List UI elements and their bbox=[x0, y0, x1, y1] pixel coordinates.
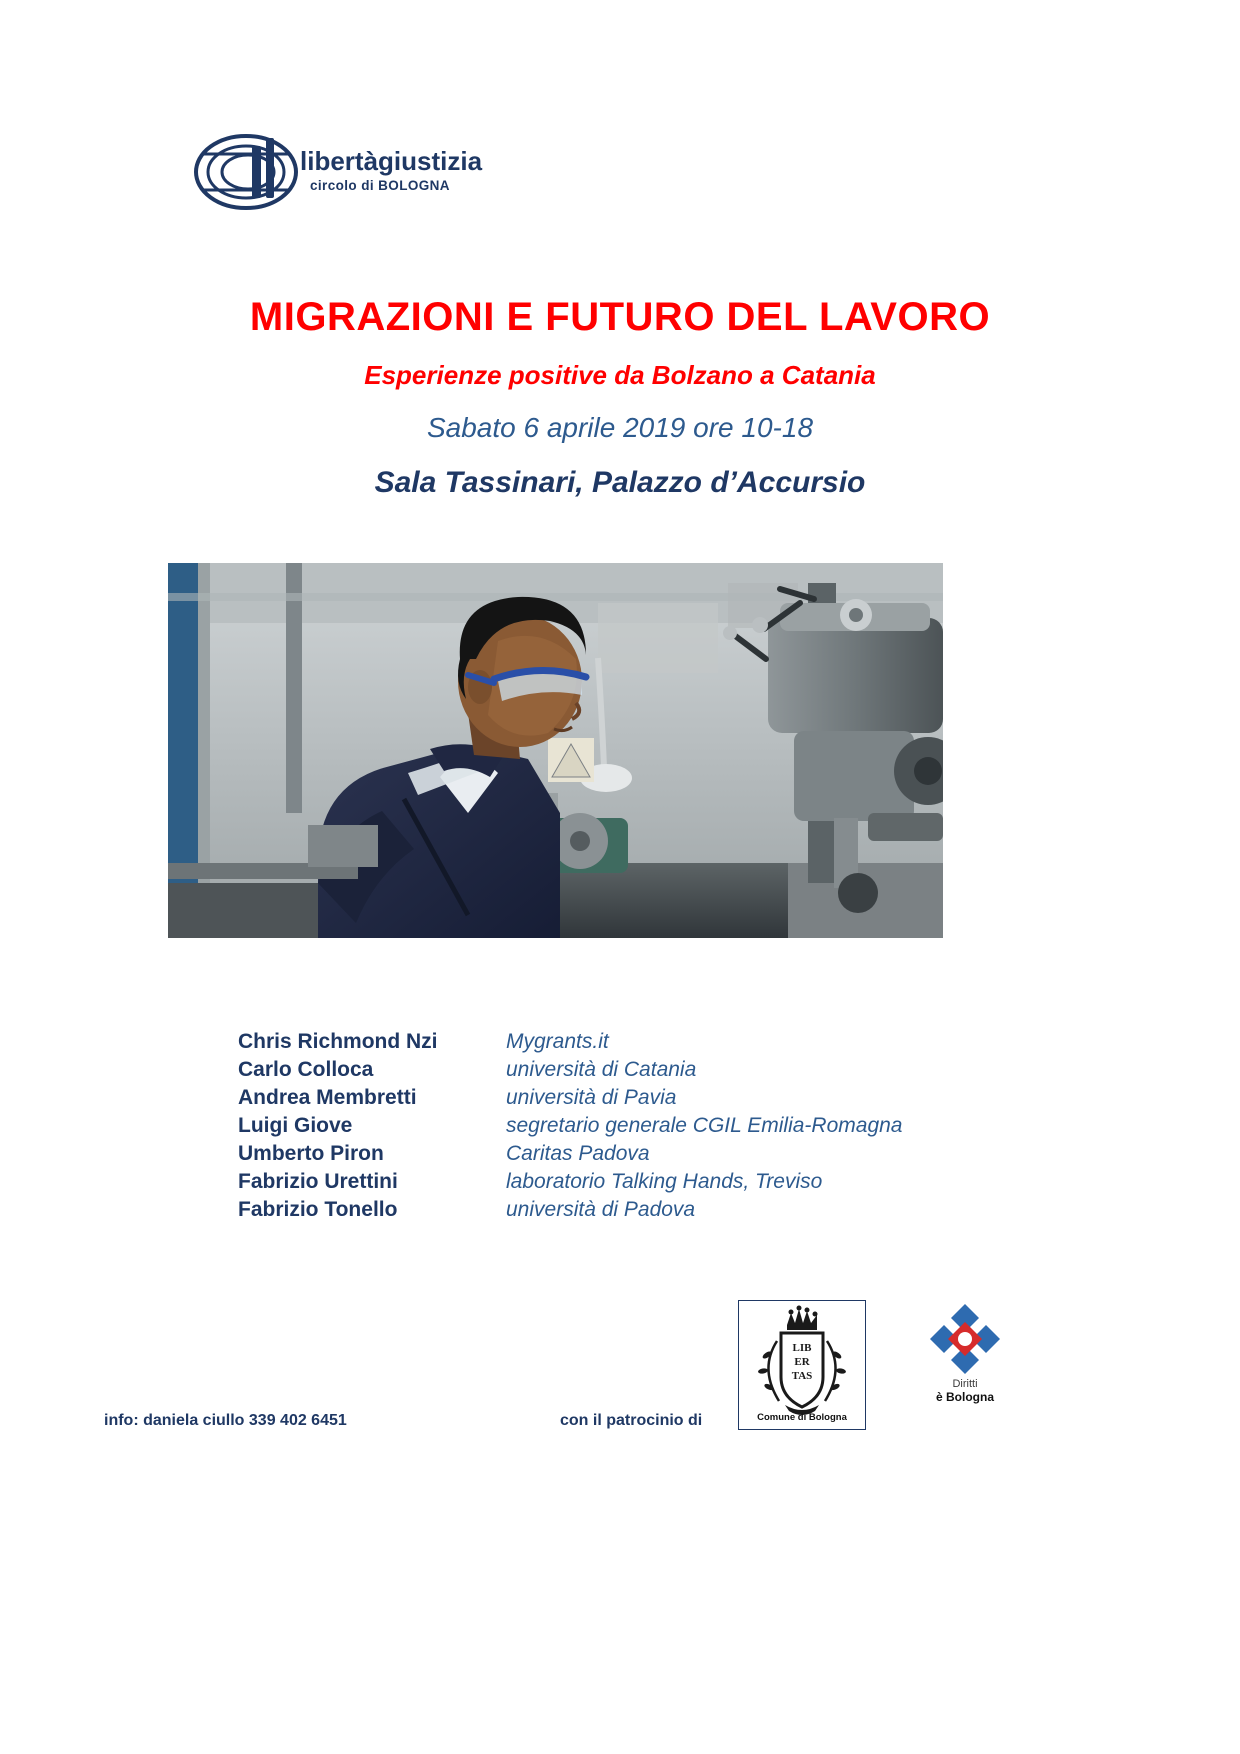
diritti-e-bologna-logo bbox=[910, 1302, 1020, 1424]
speaker-affiliation: università di Catania bbox=[506, 1058, 697, 1081]
svg-text:ER: ER bbox=[794, 1356, 810, 1368]
speaker-name: Fabrizio Tonello bbox=[238, 1198, 398, 1221]
event-venue: Sala Tassinari, Palazzo d’Accursio bbox=[374, 466, 866, 499]
speaker-affiliation: laboratorio Talking Hands, Treviso bbox=[506, 1170, 823, 1193]
speaker-affiliation: università di Padova bbox=[506, 1198, 696, 1221]
organization-logo bbox=[190, 128, 630, 218]
libertagiustizia-logo-icon bbox=[190, 128, 630, 218]
crest-caption: Comune di Bologna bbox=[757, 1412, 847, 1423]
speaker-affiliation: Caritas Padova bbox=[506, 1142, 650, 1165]
logo-subtitle: circolo di BOLOGNA bbox=[310, 178, 450, 193]
comune-di-bologna-crest bbox=[738, 1300, 866, 1430]
speaker-name: Umberto Piron bbox=[238, 1142, 384, 1165]
page-title: MIGRAZIONI E FUTURO DEL LAVORO bbox=[249, 295, 991, 339]
list-item bbox=[238, 1140, 1098, 1168]
list-item bbox=[238, 1168, 1098, 1196]
diritti-label-line1: Diritti bbox=[952, 1378, 978, 1390]
svg-text:TAS: TAS bbox=[791, 1370, 813, 1382]
diritti-e-bologna-logo-icon bbox=[928, 1302, 1002, 1376]
speaker-name: Luigi Giove bbox=[238, 1114, 353, 1137]
speakers-list bbox=[238, 1028, 1098, 1224]
diritti-label-line2: è Bologna bbox=[935, 1390, 994, 1404]
speaker-affiliation: Mygrants.it bbox=[506, 1030, 609, 1053]
list-item bbox=[238, 1112, 1098, 1140]
list-item bbox=[238, 1028, 1098, 1056]
speaker-name: Carlo Colloca bbox=[238, 1058, 374, 1081]
list-item bbox=[238, 1084, 1098, 1112]
list-item bbox=[238, 1196, 1098, 1224]
logo-wordmark: libertàgiustizia bbox=[300, 146, 483, 176]
event-photo bbox=[168, 563, 943, 938]
patronage-label: con il patrocinio di bbox=[560, 1412, 703, 1429]
svg-text:LIB: LIB bbox=[792, 1342, 812, 1354]
page-subtitle: Esperienze positive da Bolzano a Catania bbox=[364, 360, 876, 390]
event-date: Sabato 6 aprile 2019 ore 10-18 bbox=[426, 412, 814, 443]
comune-di-bologna-crest-icon bbox=[739, 1301, 865, 1429]
young-worker-at-drill-press-photo bbox=[168, 563, 943, 938]
speaker-name: Chris Richmond Nzi bbox=[238, 1030, 438, 1053]
contact-info: info: daniela ciullo 339 402 6451 bbox=[104, 1412, 347, 1429]
speaker-name: Fabrizio Urettini bbox=[238, 1170, 398, 1193]
list-item bbox=[238, 1056, 1098, 1084]
speaker-affiliation: segretario generale CGIL Emilia-Romagna bbox=[506, 1114, 903, 1137]
speaker-affiliation: università di Pavia bbox=[506, 1086, 677, 1109]
speaker-name: Andrea Membretti bbox=[238, 1086, 417, 1109]
